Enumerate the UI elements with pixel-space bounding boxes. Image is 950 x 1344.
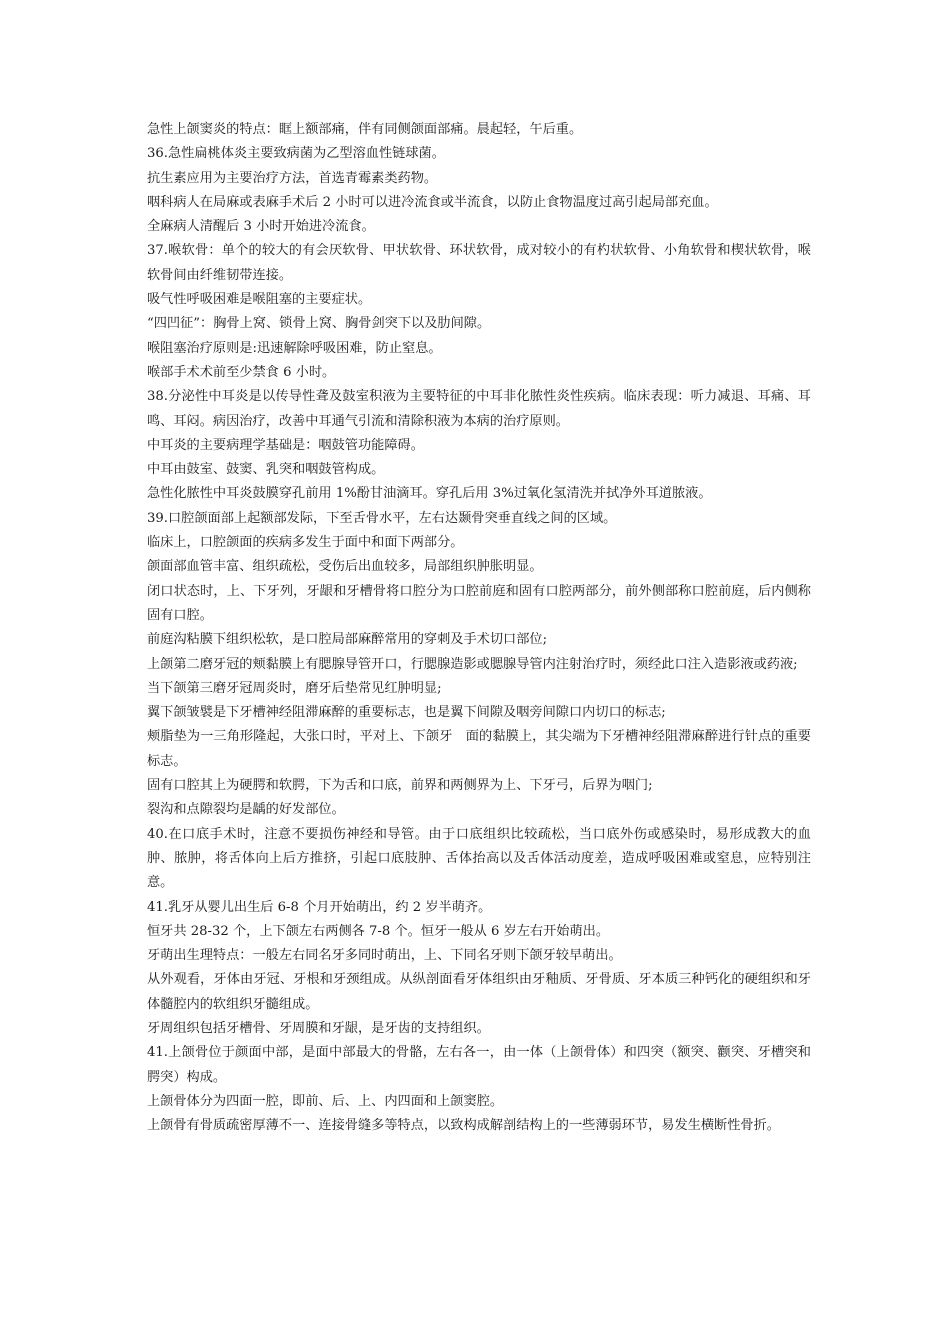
- paragraph-30: 牙周组织包括牙槽骨、牙周膜和牙龈，是牙齿的支持组织。: [147, 1020, 490, 1036]
- paragraph-25: 40.在口底手术时，注意不要损伤神经和导管。由于口底组织比较疏松，当口底外伤或感染时，易形成教大的血肿、脓肿，将舌体向上后方推挤，引起口底肢肿、舌体抬高以及舌体活动度差，造成呼吸困难或窒息，应特别注意。: [147, 826, 811, 891]
- paragraph-11: 中耳炎的主要病理学基础是：咽鼓管功能障碍。: [147, 437, 424, 453]
- paragraph-23: 固有口腔其上为硬腭和软腭，下为舌和口底，前界和两侧界为上、下牙弓，后界为咽门;: [147, 778, 653, 794]
- paragraph-29: 从外观看，牙体由牙冠、牙根和牙颈组成。从纵剖面看牙体组织由牙釉质、牙骨质、牙本质三种钙化的硬组织和牙体髓腔内的软组织牙髓组成。: [147, 972, 811, 1012]
- paragraph-14: 39.口腔颌面部上起额部发际，下至舌骨水平，左右达颞骨突垂直线之间的区域。: [147, 510, 617, 526]
- paragraph-16: 颌面部血管丰富、组织疏松，受伤后出血较多，局部组织肿胀明显。: [147, 559, 543, 575]
- paragraph-32: 上颌骨体分为四面一腔，即前、后、上、内四面和上颌窦腔。: [147, 1093, 504, 1109]
- paragraph-13: 急性化脓性中耳炎鼓膜穿孔前用 1%酚甘油滴耳。穿孔后用 3%过氧化氢清洗并拭净外耳道脓液。: [147, 486, 712, 502]
- paragraph-26: 41.乳牙从婴儿出生后 6-8 个月开始萌出，约 2 岁半萌齐。: [147, 899, 492, 915]
- paragraph-2: 抗生素应用为主要治疗方法，首选青霉素类药物。: [147, 170, 438, 186]
- paragraph-27: 恒牙共 28-32 个，上下颌左右两侧各 7-8 个。恒牙一般从 6 岁左右开始萌出。: [147, 923, 610, 939]
- paragraph-24: 裂沟和点隙裂均是龋的好发部位。: [147, 802, 345, 818]
- paragraph-7: “四凹征”：胸骨上窝、锁骨上窝、胸骨剑突下以及肋间隙。: [147, 316, 491, 332]
- paragraph-15: 临床上，口腔颌面的疾病多发生于面中和面下两部分。: [147, 535, 464, 551]
- paragraph-19: 上颌第二磨牙冠的颊黏膜上有腮腺导管开口，行腮腺造影或腮腺导管内注射治疗时，须经此口注入造影液或药液;: [147, 656, 798, 672]
- paragraph-9: 喉部手术术前至少禁食 6 小时。: [147, 364, 336, 380]
- paragraph-5: 37.喉软骨：单个的较大的有会厌软骨、甲状软骨、环状软骨，成对较小的有杓状软骨、小角软骨和楔状软骨，喉软骨间由纤维韧带连接。: [147, 243, 811, 283]
- paragraph-22: 颊脂垫为一三角形隆起，大张口时，平对上、下颌牙 面的黏膜上，其尖端为下牙槽神经阻滞麻醉进行针点的重要标志。: [147, 729, 811, 769]
- paragraph-28: 牙萌出生理特点：一般左右同名牙多同时萌出，上、下同名牙则下颌牙较早萌出。: [147, 948, 622, 964]
- paragraph-17: 闭口状态时，上、下牙列，牙龈和牙槽骨将口腔分为口腔前庭和固有口腔两部分，前外侧部称口腔前庭，后内侧称固有口腔。: [147, 583, 811, 623]
- paragraph-3: 咽科病人在局麻或表麻手术后 2 小时可以进冷流食或半流食，以防止食物温度过高引起局部充血。: [147, 194, 718, 210]
- paragraph-31: 41.上颌骨位于颜面中部，是面中部最大的骨骼，左右各一，由一体（上颌骨体）和四突（额突、颧突、牙槽突和腭突）构成。: [147, 1045, 811, 1085]
- paragraph-4: 全麻病人清醒后 3 小时开始进冷流食。: [147, 219, 375, 235]
- paragraph-21: 翼下颌皱襞是下牙槽神经阻滞麻醉的重要标志，也是翼下间隙及咽旁间隙口内切口的标志;: [147, 705, 666, 721]
- paragraph-8: 喉阻塞治疗原则是:迅速解除呼吸困难，防止窒息。: [147, 340, 442, 356]
- paragraph-20: 当下颌第三磨牙冠周炎时，磨牙后垫常见红肿明显;: [147, 680, 442, 696]
- paragraph-18: 前庭沟粘膜下组织松软，是口腔局部麻醉常用的穿刺及手术切口部位;: [147, 632, 548, 648]
- paragraph-6: 吸气性呼吸困难是喉阻塞的主要症状。: [147, 292, 372, 308]
- paragraph-10: 38.分泌性中耳炎是以传导性聋及鼓室积液为主要特征的中耳非化脓性炎性疾病。临床表现：听力减退、耳痛、耳鸣、耳闷。病因治疗，改善中耳通气引流和清除积液为本病的治疗原则。: [147, 389, 811, 429]
- paragraph-33: 上颌骨有骨质疏密厚薄不一、连接骨缝多等特点，以致构成解剖结构上的一些薄弱环节，易发生横断性骨折。: [147, 1118, 780, 1134]
- paragraph-1: 36.急性扁桃体炎主要致病菌为乙型溶血性链球菌。: [147, 146, 445, 162]
- paragraph-12: 中耳由鼓室、鼓窦、乳突和咽鼓管构成。: [147, 462, 385, 478]
- document-body: [147, 118, 811, 1138]
- paragraph-0: 急性上颌窦炎的特点：眶上额部痛，伴有同侧颌面部痛。晨起轻，午后重。: [147, 122, 583, 137]
